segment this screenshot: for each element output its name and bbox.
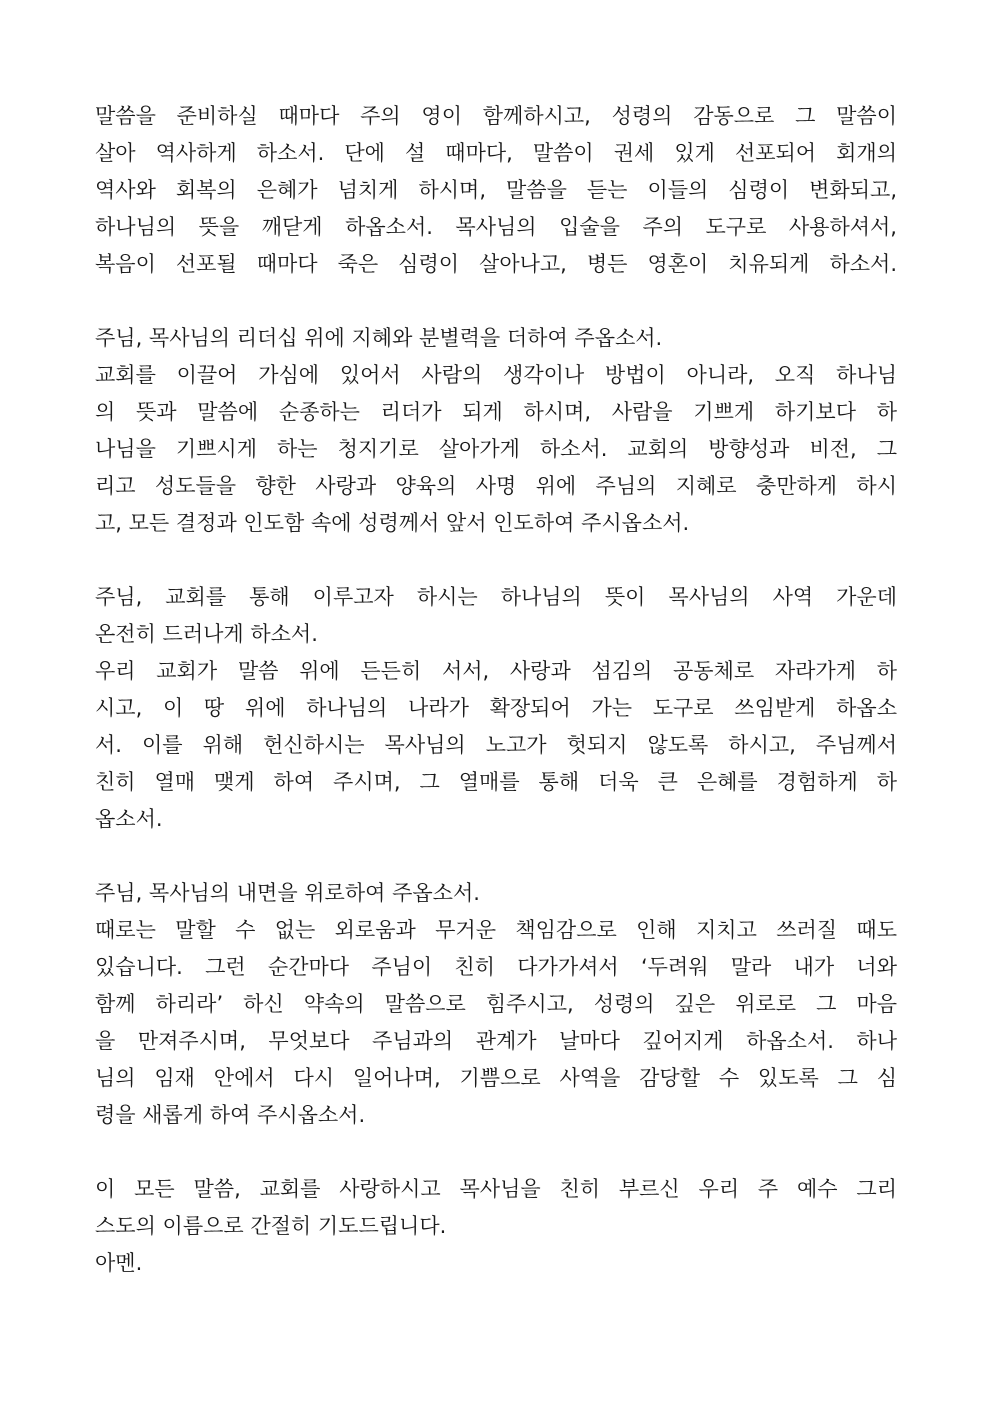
text-line-amen: 아멘. — [95, 1251, 143, 1275]
text-line: 리고 성도들을 향한 사랑과 양육의 사명 위에 주님의 지혜로 충만하게 하시 — [95, 474, 897, 498]
text-line: 하나님의 뜻을 깨닫게 하옵소서. 목사님의 입술을 주의 도구로 사용하셔서, — [95, 215, 897, 239]
paragraph-church — [95, 579, 897, 838]
text-line: 의 뜻과 말씀에 순종하는 리더가 되게 하시며, 사람을 기쁘게 하기보다 하 — [95, 400, 897, 424]
text-line: 이 모든 말씀, 교회를 사랑하시고 목사님을 친히 부르신 우리 주 예수 그리 — [95, 1177, 897, 1201]
text-line: 살아 역사하게 하소서. 단에 설 때마다, 말씀이 권세 있게 선포되어 회개의 — [95, 141, 897, 165]
paragraph-sermon — [95, 98, 897, 283]
text-line: 주님, 교회를 통해 이루고자 하시는 하나님의 뜻이 목사님의 사역 가운데 — [95, 585, 897, 609]
text-line: 복음이 선포될 때마다 죽은 심령이 살아나고, 병든 영혼이 치유되게 하소서. — [95, 252, 897, 276]
paragraph-closing — [95, 1171, 897, 1282]
text-line: 우리 교회가 말씀 위에 든든히 서서, 사랑과 섬김의 공동체로 자라가게 하 — [95, 659, 897, 683]
text-line: 말씀을 준비하실 때마다 주의 영이 함께하시고, 성령의 감동으로 그 말씀이 — [95, 104, 897, 128]
text-line: 주님, 목사님의 리더십 위에 지혜와 분별력을 더하여 주옵소서. — [95, 326, 663, 350]
text-line: 나님을 기쁘시게 하는 청지기로 살아가게 하소서. 교회의 방향성과 비전, 그 — [95, 437, 897, 461]
text-line: 고, 모든 결정과 인도함 속에 성령께서 앞서 인도하여 주시옵소서. — [95, 511, 690, 535]
text-line: 옵소서. — [95, 807, 163, 831]
paragraph-leadership — [95, 320, 897, 542]
text-line: 함께 하리라’ 하신 약속의 말씀으로 힘주시고, 성령의 깊은 위로로 그 마음 — [95, 992, 897, 1016]
text-line: 교회를 이끌어 가심에 있어서 사람의 생각이나 방법이 아니라, 오직 하나님 — [95, 363, 897, 387]
text-line: 때로는 말할 수 없는 외로움과 무거운 책임감으로 인해 지치고 쓰러질 때도 — [95, 918, 897, 942]
text-line: 역사와 회복의 은혜가 넘치게 하시며, 말씀을 듣는 이들의 심령이 변화되고, — [95, 178, 897, 202]
text-line: 있습니다. 그런 순간마다 주님이 친히 다가가셔서 ‘두려워 말라 내가 너와 — [95, 955, 897, 979]
text-line: 시고, 이 땅 위에 하나님의 나라가 확장되어 가는 도구로 쓰임받게 하옵소 — [95, 696, 897, 720]
text-line: 주님, 목사님의 내면을 위로하여 주옵소서. — [95, 881, 480, 905]
text-line: 친히 열매 맺게 하여 주시며, 그 열매를 통해 더욱 큰 은혜를 경험하게 하 — [95, 770, 897, 794]
text-line: 스도의 이름으로 간절히 기도드립니다. — [95, 1214, 447, 1238]
text-line: 온전히 드러나게 하소서. — [95, 622, 318, 646]
text-line: 서. 이를 위해 헌신하시는 목사님의 노고가 헛되지 않도록 하시고, 주님께서 — [95, 733, 897, 757]
paragraph-comfort — [95, 875, 897, 1134]
text-line: 을 만져주시며, 무엇보다 주님과의 관계가 날마다 깊어지게 하옵소서. 하나 — [95, 1029, 897, 1053]
text-line: 님의 임재 안에서 다시 일어나며, 기쁨으로 사역을 감당할 수 있도록 그 심 — [95, 1066, 897, 1090]
text-line: 령을 새롭게 하여 주시옵소서. — [95, 1103, 366, 1127]
prayer-text-body — [95, 98, 897, 1319]
